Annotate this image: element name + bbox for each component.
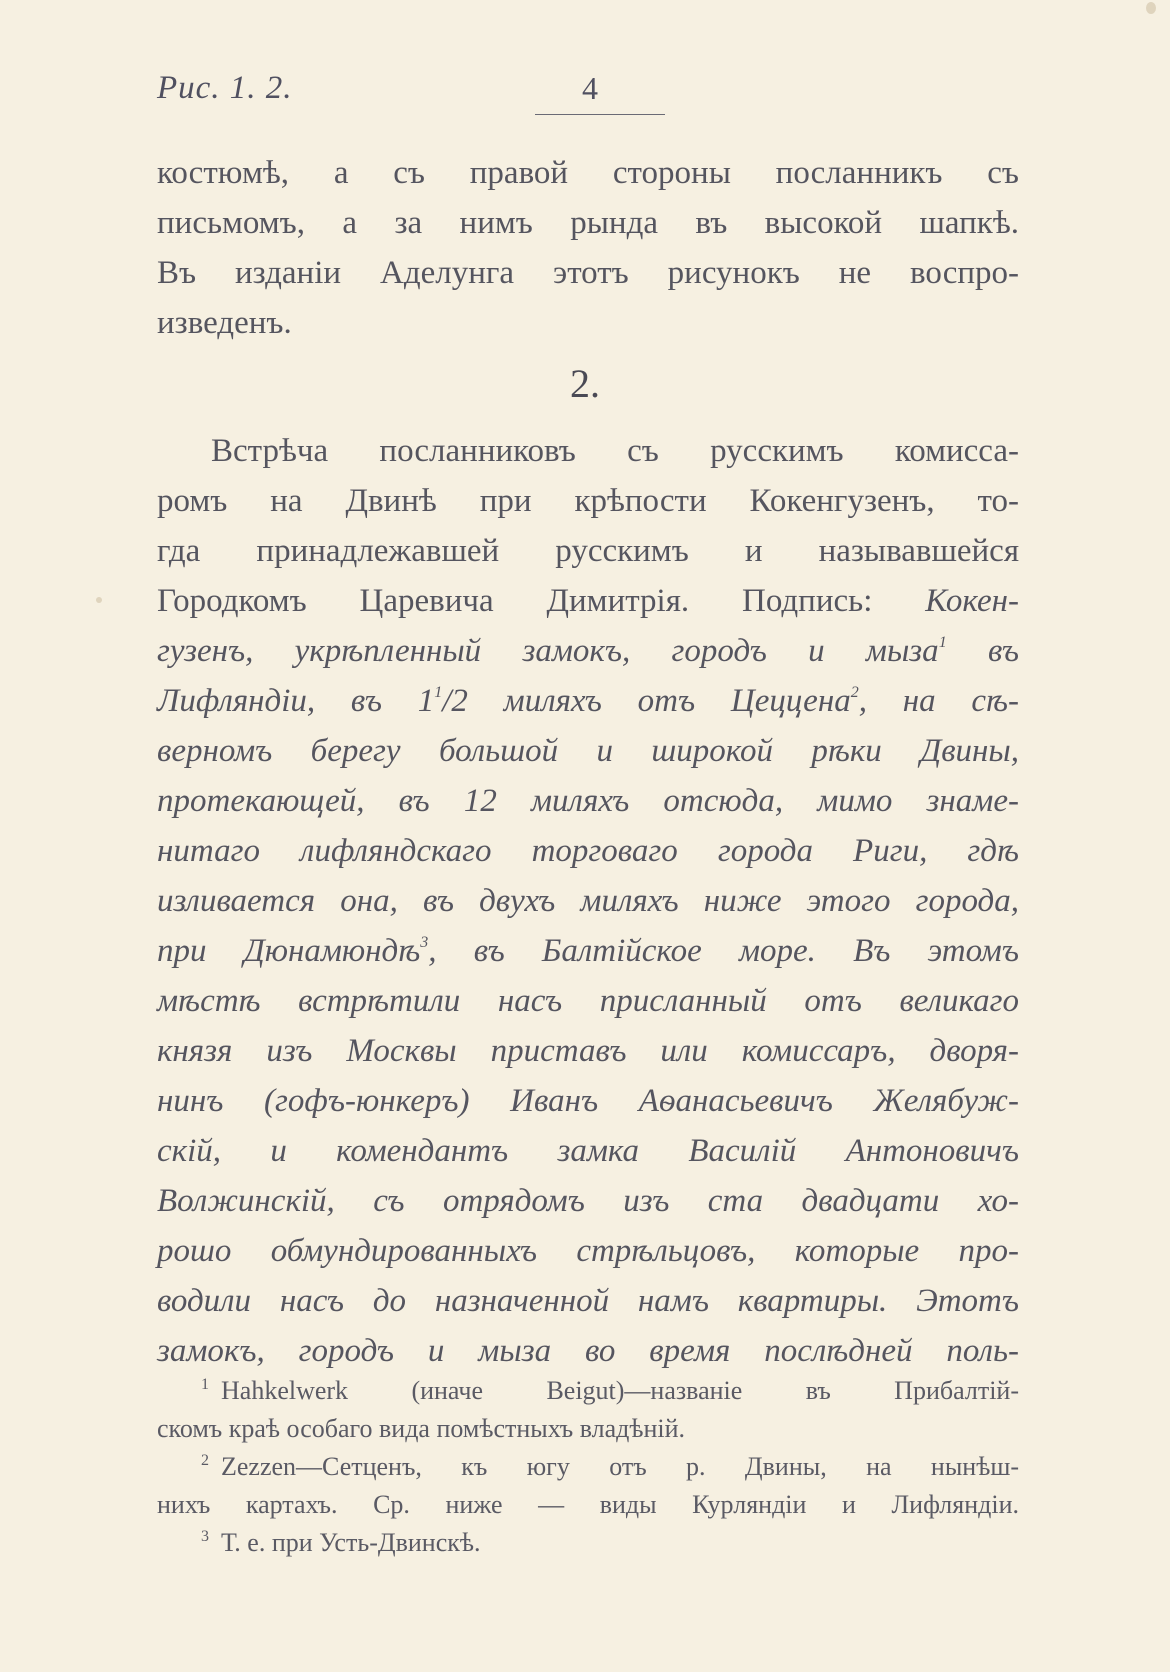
- footnote-1: [157, 1372, 1019, 1410]
- footnote-2-cont: нихъ картахъ. Ср. ниже — виды Курляндіи и Лифляндіи.: [157, 1490, 1019, 1519]
- fraction-numerator: 1: [434, 684, 443, 701]
- paper-stain: [96, 597, 102, 603]
- footnote-2: [157, 1448, 1019, 1486]
- caption-italic-start: Кокен-: [925, 583, 1019, 619]
- caption-line: [157, 676, 1019, 726]
- footnote-marker: 1: [201, 1376, 209, 1393]
- text-line: изведенъ.: [157, 305, 292, 341]
- paragraph-continuation: [157, 148, 1019, 348]
- paragraph-description: [157, 426, 1019, 1376]
- header-rule: [535, 114, 665, 115]
- text-run: Городкомъ Царевича Димитрія. Подпись:: [157, 583, 926, 619]
- text-run: гузенъ, укрѣпленный замокъ, городъ и мыза: [157, 633, 939, 669]
- caption-line: Волжинскій, съ отрядомъ изъ ста двадцати хо-: [157, 1183, 1019, 1219]
- caption-line: изливается она, въ двухъ миляхъ ниже этого города,: [157, 883, 1019, 919]
- text-line: ромъ на Двинѣ при крѣпости Кокенгузенъ, то-: [157, 483, 1019, 519]
- text-line: Въ изданіи Аделунга этотъ рисунокъ не воспро-: [157, 255, 1019, 291]
- text-run: при Дюнамюндѣ: [157, 933, 421, 969]
- text-run: Лифляндіи, въ 1: [157, 683, 435, 719]
- page-header: [157, 70, 1019, 114]
- text-line: письмомъ, а за нимъ рында въ высокой шапкѣ.: [157, 205, 1019, 241]
- footnote-marker: 3: [201, 1528, 209, 1545]
- caption-line: водили насъ до назначенной намъ квартиры. Этотъ: [157, 1283, 1019, 1319]
- footnote-3: [157, 1524, 1019, 1562]
- footnote-1-cont: скомъ краѣ особаго вида помѣстныхъ владѣній.: [157, 1414, 686, 1443]
- text-run: , въ Балтійское море. Въ этомъ: [428, 933, 1019, 969]
- footnote-marker: 2: [201, 1452, 209, 1469]
- caption-line: замокъ, городъ и мыза во время послѣдней поль-: [157, 1333, 1019, 1369]
- caption-line: князя изъ Москвы приставъ или комиссаръ, дворя-: [157, 1033, 1019, 1069]
- page-number: 4: [582, 70, 598, 106]
- text-line: Встрѣча посланниковъ съ русскимъ комисса-: [211, 433, 1019, 469]
- text-run: , на сѣ-: [858, 683, 1019, 719]
- footnote-text: Zezzen—Сетценъ, къ югу отъ р. Двины, на нынѣш-: [221, 1452, 1019, 1481]
- paper-stain: [1146, 2, 1156, 14]
- footnote-text: Hahkelwerk (иначе Beigut)—названіе въ Прибалтій-: [221, 1376, 1019, 1405]
- caption-line: верномъ берегу большой и широкой рѣки Двины,: [157, 733, 1019, 769]
- caption-line: [157, 626, 1019, 676]
- caption-line: мѣстѣ встрѣтили насъ присланный отъ великаго: [157, 983, 1019, 1019]
- caption-line: скій, и комендантъ замка Василій Антоновичъ: [157, 1133, 1019, 1169]
- caption-line: рошо обмундированныхъ стрѣльцовъ, которые про-: [157, 1233, 1019, 1269]
- caption-line: нитаго лифляндскаго торговаго города Риги, гдѣ: [157, 833, 1019, 869]
- footnote-ref-2: 2: [850, 684, 859, 701]
- footnote-ref-3: 3: [420, 934, 429, 951]
- figure-reference: Рис. 1. 2.: [157, 70, 293, 106]
- text-run: въ: [946, 633, 1019, 669]
- text-line: [157, 576, 1019, 626]
- footnotes: [157, 1372, 1019, 1562]
- footnote-text: Т. е. при Усть-Двинскѣ.: [221, 1528, 481, 1557]
- text-line: костюмѣ, а съ правой стороны посланникъ съ: [157, 155, 1019, 191]
- footnote-ref-1: 1: [938, 634, 947, 651]
- caption-line: нинъ (гофъ-юнкеръ) Иванъ Аѳанасьевичъ Желябуж-: [157, 1083, 1019, 1119]
- text-run: /2 миляхъ отъ Цеццена: [442, 683, 851, 719]
- section-number: 2.: [570, 361, 600, 406]
- caption-line: [157, 926, 1019, 976]
- text-line: гда принадлежавшей русскимъ и называвшейся: [157, 533, 1019, 569]
- caption-line: протекающей, въ 12 миляхъ отсюда, мимо знаме-: [157, 783, 1019, 819]
